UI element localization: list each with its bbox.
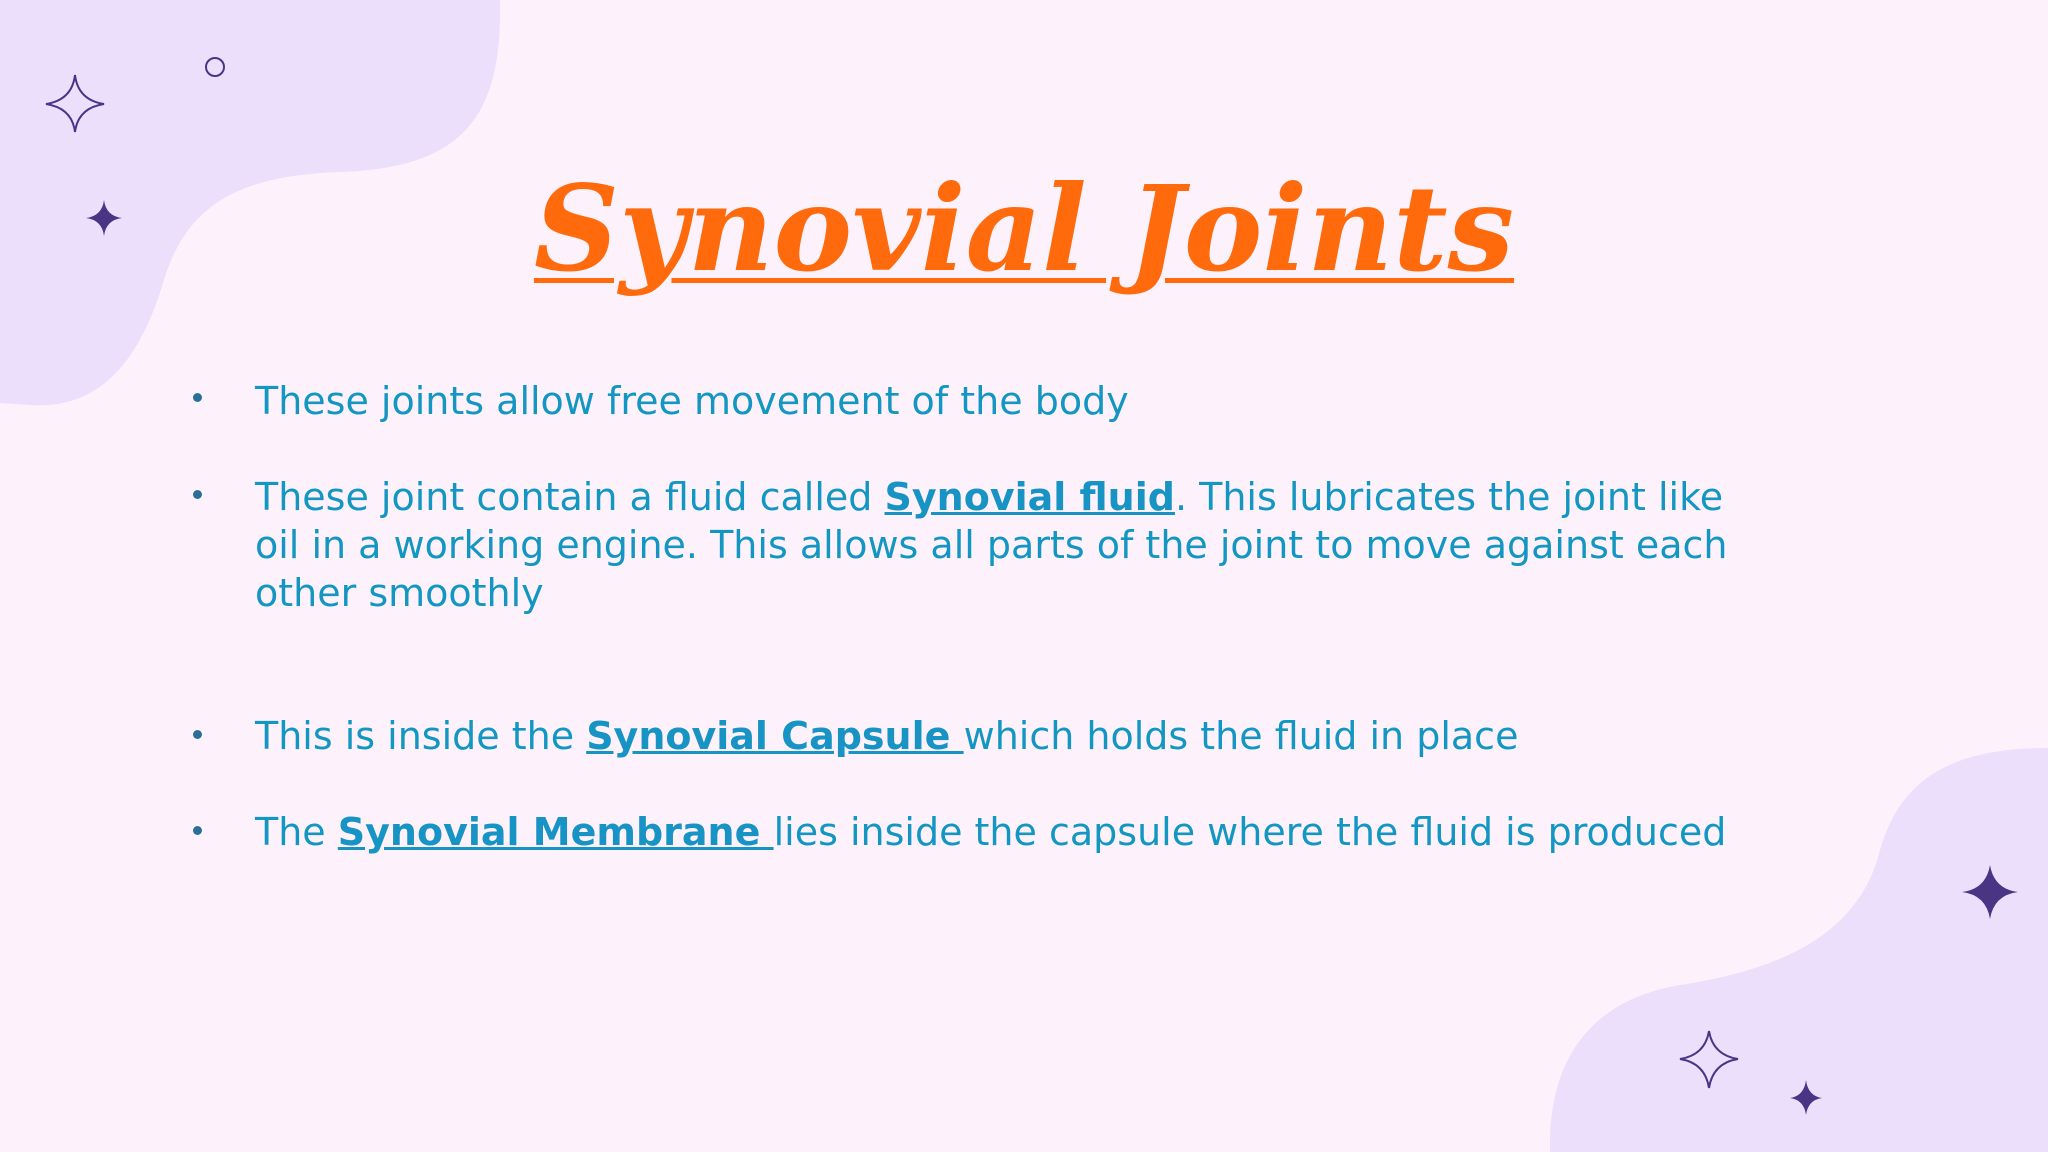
bullet-text-before: These joints allow free movement of the body (255, 379, 1129, 423)
term-synovial-capsule: Synovial Capsule (586, 714, 964, 758)
bullet-text (255, 712, 1745, 760)
term-synovial-fluid: Synovial fluid (884, 475, 1175, 519)
bullet-text (255, 473, 1745, 617)
slide-title: Synovial Joints (533, 159, 1515, 298)
bullet-text-after: lies inside the capsule where the fluid is produced (773, 810, 1727, 854)
bullet-text (255, 808, 1745, 856)
bullet-text (255, 377, 1745, 425)
bullet-dot (193, 730, 202, 739)
bullet-text-before: These joint contain a fluid called (255, 475, 885, 519)
bullet-text-after: which holds the fluid in place (963, 714, 1519, 758)
term-synovial-membrane: Synovial Membrane (337, 810, 774, 854)
bullet-dot (193, 826, 202, 835)
bullet-text-after: . This lubricates the joint like oil in a working engine. This allows all parts of the joint to move against each other smoothly (255, 475, 1728, 615)
bullet-text-before: This is inside the (255, 714, 587, 758)
bullet-dot (193, 393, 202, 402)
bullet-text-before: The (255, 810, 338, 854)
bullet-dot (193, 490, 202, 499)
